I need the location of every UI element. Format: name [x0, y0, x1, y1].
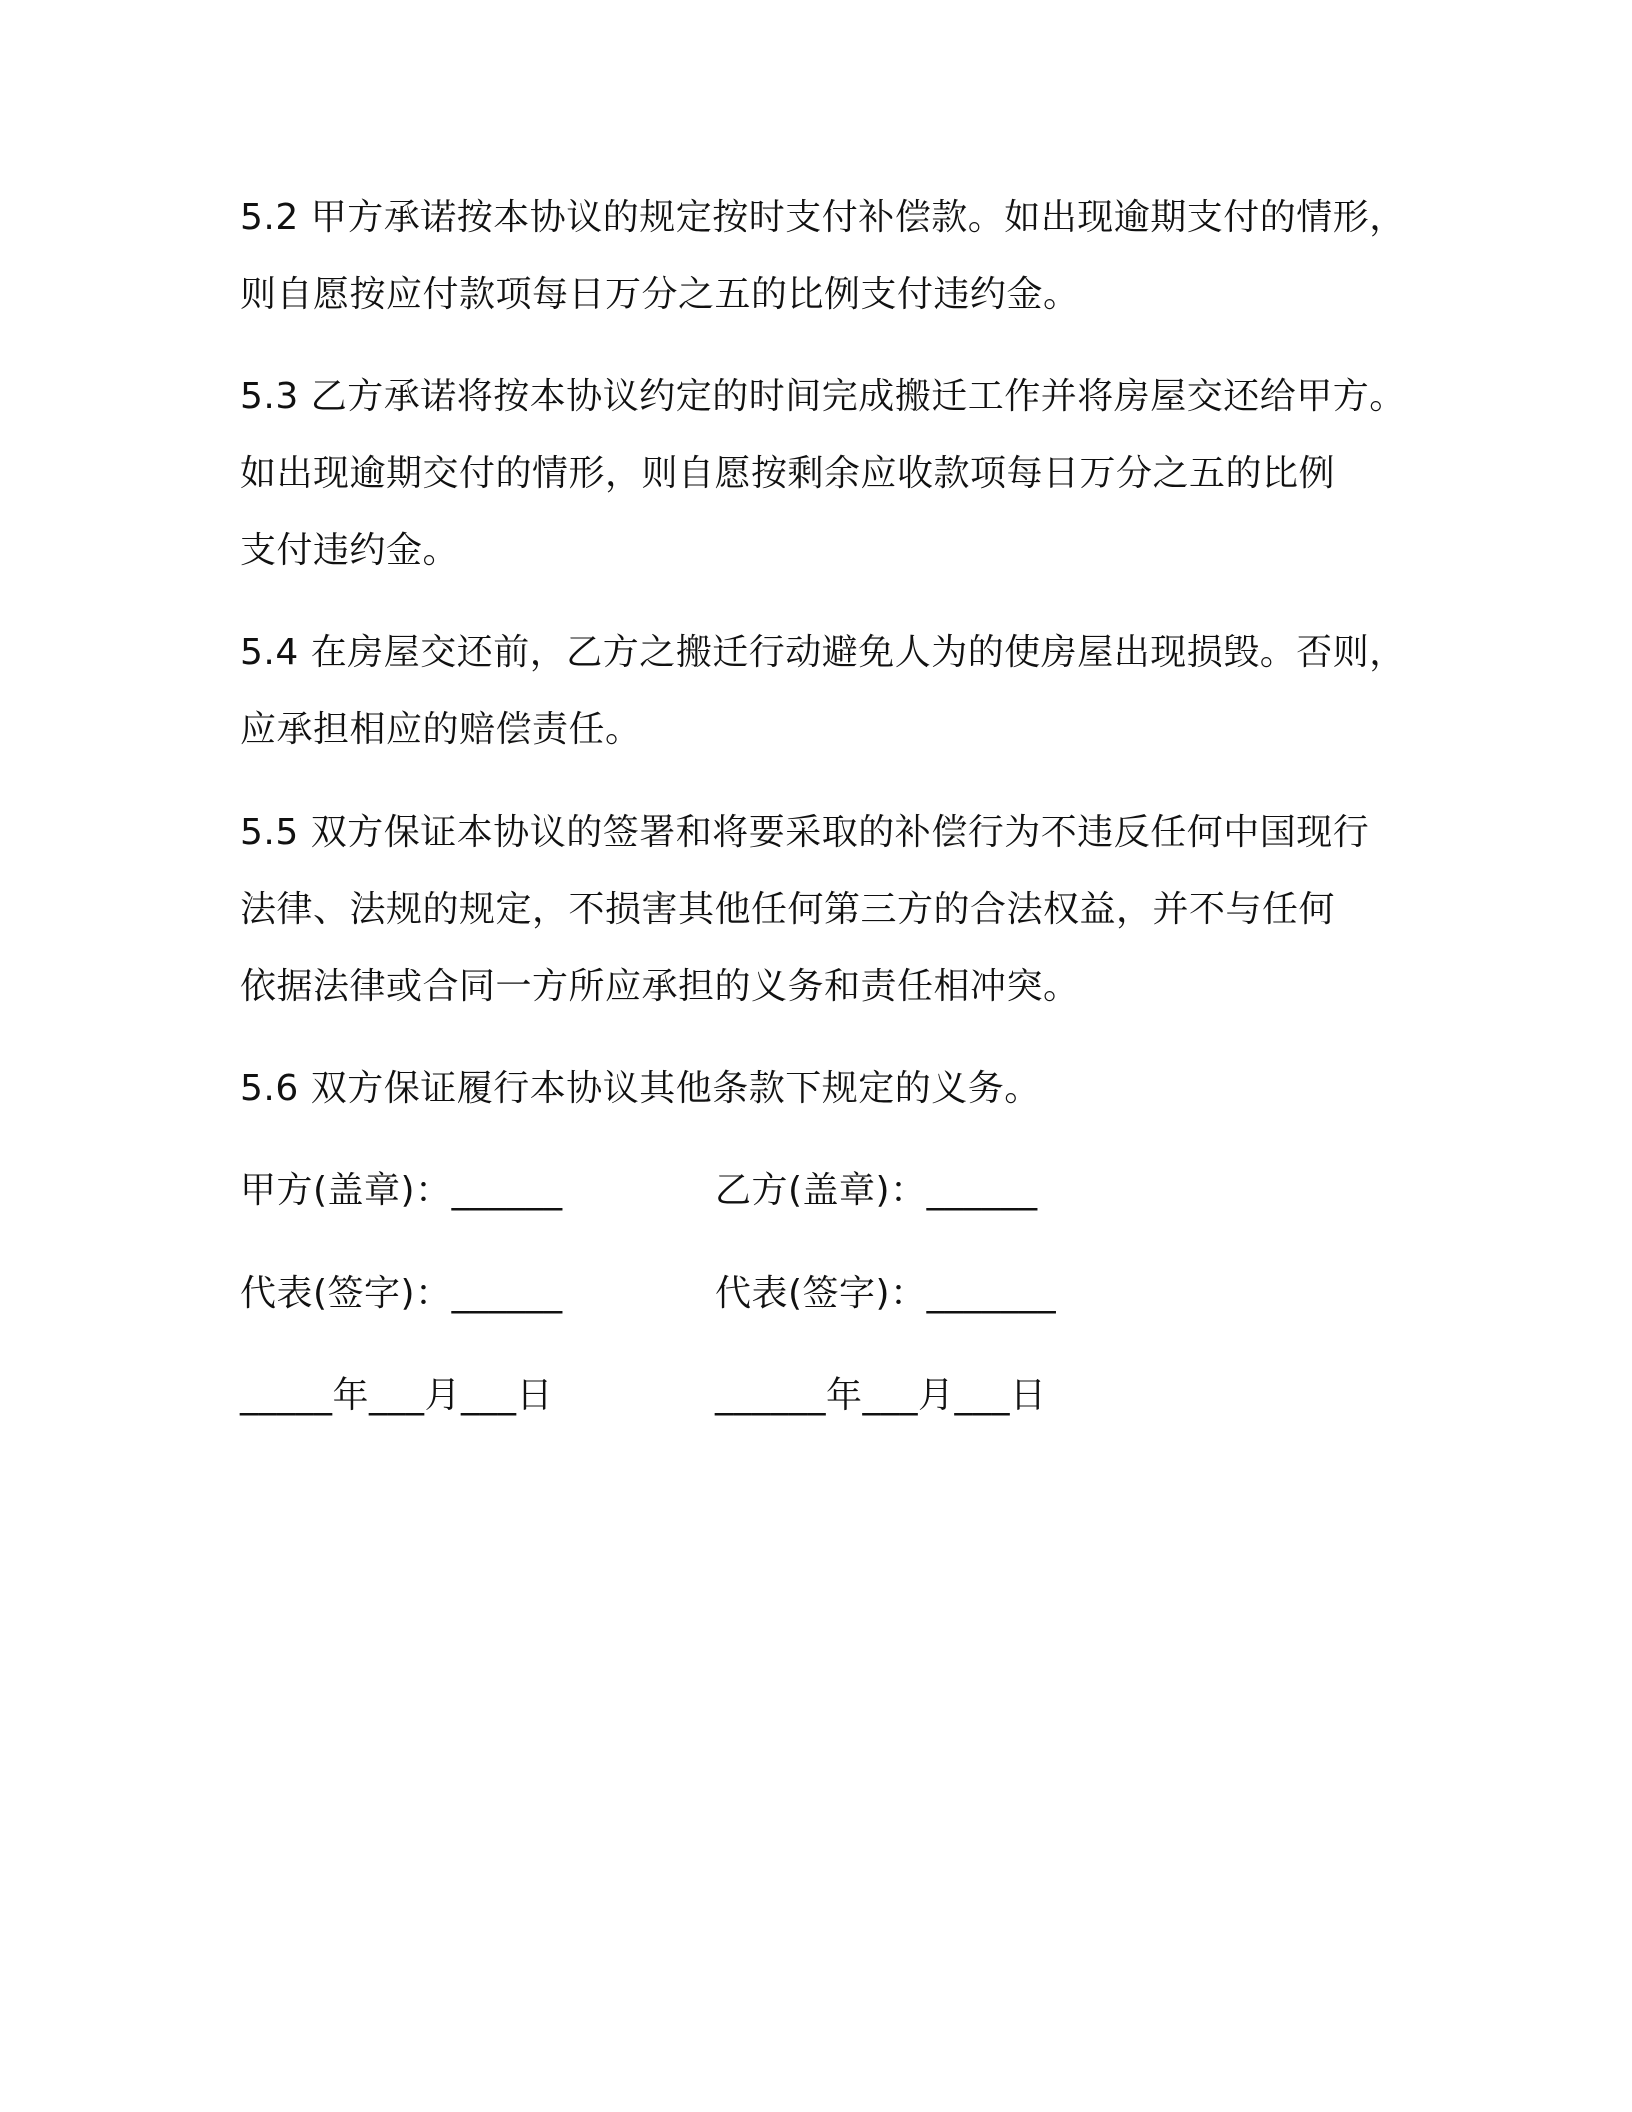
clause-5-5-line-3: 依据法律或合同一方所应承担的义务和责任相冲突。: [240, 966, 1080, 1007]
party-a-seal-field: 甲方(盖章)：______: [240, 1170, 563, 1211]
clause-5-5-line-2: 法律、法规的规定，不损害其他任何第三方的合法权益，并不与任何: [240, 889, 1336, 930]
party-a-date-field: _____年___月___日: [240, 1375, 554, 1416]
clause-5-2-line-1: 5.2 甲方承诺按本协议的规定按时支付补偿款。如出现逾期支付的情形，: [240, 197, 1406, 238]
clause-5-3-line-2: 如出现逾期交付的情形，则自愿按剩余应收款项每日万分之五的比例: [240, 453, 1336, 494]
clause-5-4-line-1: 5.4 在房屋交还前，乙方之搬迁行动避免人为的使房屋出现损毁。否则，: [240, 632, 1406, 673]
party-b-rep-field: 代表(签字)：_______: [715, 1273, 1057, 1314]
clause-5-4-line-2: 应承担相应的赔偿责任。: [240, 709, 642, 750]
party-b-date-field: ______年___月___日: [715, 1375, 1047, 1416]
clause-5-3-line-1: 5.3 乙方承诺将按本协议约定的时间完成搬迁工作并将房屋交还给甲方。: [240, 376, 1406, 417]
clause-5-6-line-1: 5.6 双方保证履行本协议其他条款下规定的义务。: [240, 1068, 1041, 1109]
party-a-rep-field: 代表(签字)：______: [240, 1273, 563, 1314]
clause-5-3-line-3: 支付违约金。: [240, 530, 460, 571]
party-b-seal-field: 乙方(盖章)：______: [715, 1170, 1038, 1211]
clause-5-5-line-1: 5.5 双方保证本协议的签署和将要采取的补偿行为不违反任何中国现行: [240, 812, 1370, 853]
clause-5-2-line-2: 则自愿按应付款项每日万分之五的比例支付违约金。: [240, 274, 1080, 315]
